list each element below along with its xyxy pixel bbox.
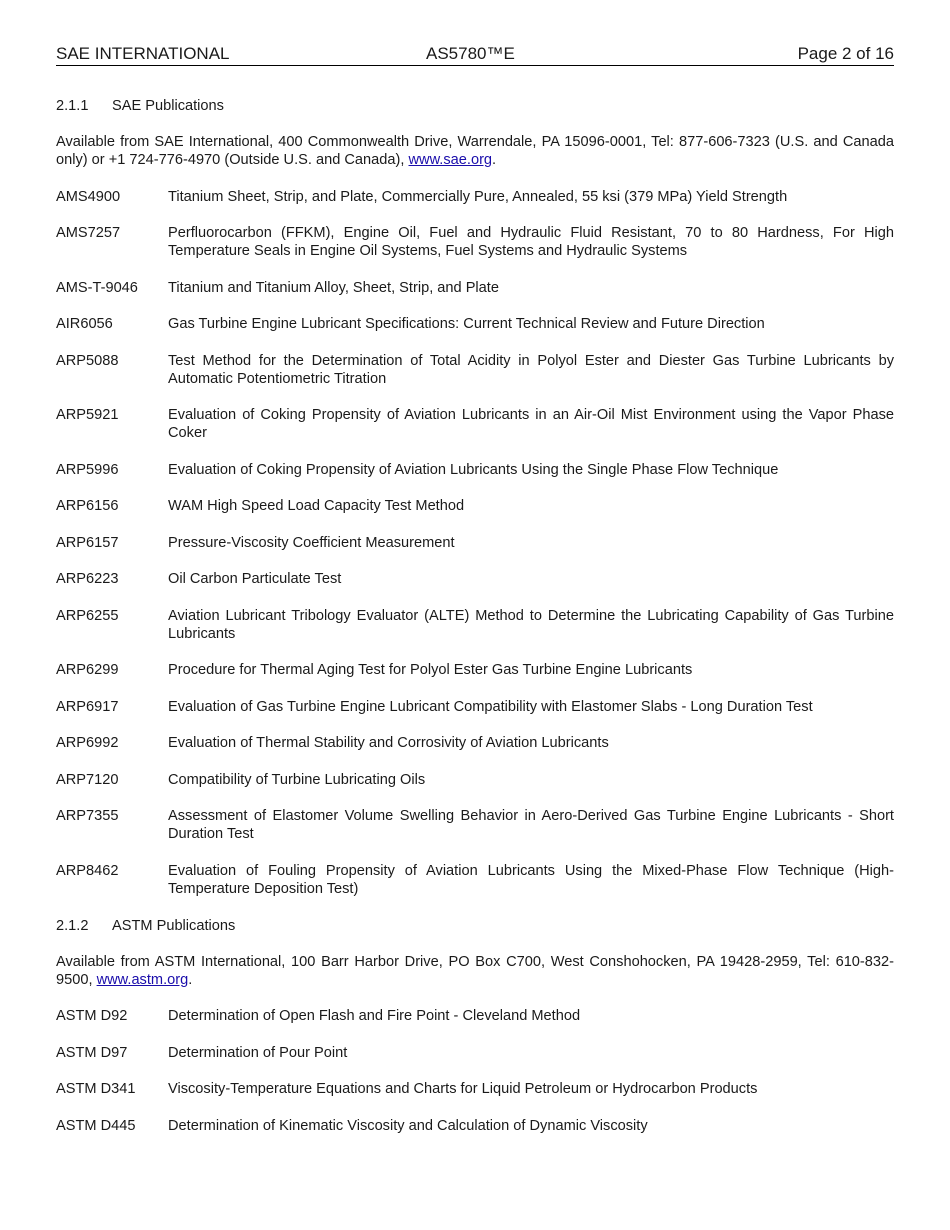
reference-title: Determination of Open Flash and Fire Point - Cleveland Method [168, 1008, 581, 1024]
reference-code: ARP6157 [56, 534, 119, 551]
reference-title: Determination of Pour Point [168, 1044, 348, 1061]
astm-website-link[interactable]: www.astm.org [96, 971, 189, 988]
reference-entry [56, 1117, 894, 1135]
reference-title: Test Method for the Determination of Total Acidity in Polyol Ester and Diester Gas Turbine Lubricants by Automatic Potentiometric Titration [168, 352, 894, 387]
reference-entry [56, 570, 894, 588]
section-number: 2.1.1 [56, 98, 89, 114]
reference-code: ARP6255 [56, 607, 119, 624]
sae-reference-list [56, 188, 894, 898]
reference-title: Procedure for Thermal Aging Test for Polyol Ester Gas Turbine Engine Lubricants [168, 662, 693, 678]
reference-code: ARP7120 [56, 771, 119, 788]
reference-entry [56, 1007, 894, 1025]
reference-code: AIR6056 [56, 316, 113, 332]
reference-title: Aviation Lubricant Tribology Evaluator (ALTE) Method to Determine the Lubricating Capability of Gas Turbine Lubricants [168, 607, 894, 642]
reference-entry [56, 406, 894, 442]
document-body [56, 97, 894, 1135]
header-organization: SAE INTERNATIONAL [56, 44, 230, 63]
reference-entry [56, 497, 894, 515]
section-title: SAE Publications [112, 98, 224, 114]
reference-code: ARP6992 [56, 735, 119, 751]
reference-title: Evaluation of Gas Turbine Engine Lubricant Compatibility with Elastomer Slabs - Long Duration Test [168, 698, 813, 715]
reference-code: AMS-T-9046 [56, 279, 138, 296]
reference-entry [56, 1044, 894, 1062]
reference-entry [56, 188, 894, 206]
reference-entry [56, 1080, 894, 1098]
reference-code: ARP8462 [56, 862, 119, 879]
reference-title: Gas Turbine Engine Lubricant Specifications: Current Technical Review and Future Direction [168, 316, 765, 332]
reference-code: ARP7355 [56, 808, 119, 824]
reference-title: Determination of Kinematic Viscosity and Calculation of Dynamic Viscosity [168, 1117, 648, 1134]
reference-title: Evaluation of Thermal Stability and Corrosivity of Aviation Lubricants [168, 735, 609, 751]
reference-code: ARP6299 [56, 662, 119, 678]
reference-title: Perfluorocarbon (FFKM), Engine Oil, Fuel and Hydraulic Fluid Resistant, 70 to 80 Hardness, For High Temperature Seals in Engine Oil Systems, Fuel Systems and Hydraulic Systems [168, 225, 894, 259]
reference-entry [56, 224, 894, 260]
astm-availability-paragraph: Available from ASTM International, 100 Barr Harbor Drive, PO Box C700, West Conshohocken, PA 19428-2959, Tel: 610-832-9500, www.astm.org. [56, 953, 894, 988]
reference-title: Oil Carbon Particulate Test [168, 571, 342, 587]
reference-title: Evaluation of Coking Propensity of Aviation Lubricants Using the Single Phase Flow Technique [168, 461, 779, 478]
section-heading-astm [56, 917, 894, 935]
reference-code: AMS4900 [56, 188, 121, 205]
reference-title: Pressure-Viscosity Coefficient Measurement [168, 534, 455, 551]
reference-title: Evaluation of Coking Propensity of Aviation Lubricants in an Air-Oil Mist Environment using the Vapor Phase Coker [168, 407, 894, 441]
reference-code: ASTM D445 [56, 1117, 136, 1134]
reference-code: ASTM D97 [56, 1044, 128, 1061]
reference-code: ARP6917 [56, 698, 119, 715]
reference-title: Titanium Sheet, Strip, and Plate, Commercially Pure, Annealed, 55 ksi (379 MPa) Yield Strength [168, 188, 788, 205]
reference-code: ARP6156 [56, 498, 119, 514]
astm-reference-list [56, 1007, 894, 1135]
header-document-id: AS5780™E [426, 44, 515, 63]
section-number: 2.1.2 [56, 917, 89, 934]
reference-entry [56, 607, 894, 643]
reference-entry [56, 461, 894, 479]
reference-code: ARP5996 [56, 461, 119, 478]
reference-entry [56, 315, 894, 333]
reference-code: ASTM D341 [56, 1081, 136, 1097]
page-header [56, 44, 894, 66]
section-heading-sae [56, 97, 894, 115]
reference-title: Compatibility of Turbine Lubricating Oils [168, 771, 426, 788]
reference-entry [56, 534, 894, 552]
reference-title: WAM High Speed Load Capacity Test Method [168, 498, 465, 514]
sae-availability-paragraph: Available from SAE International, 400 Commonwealth Drive, Warrendale, PA 15096-0001, Tel: 877-606-7323 (U.S. and Canada only) or +1 724-776-4970 (Outside U.S. and Canada), www.sae.org. [56, 134, 894, 168]
reference-code: ARP5921 [56, 407, 119, 423]
reference-title: Assessment of Elastomer Volume Swelling Behavior in Aero-Derived Gas Turbine Engine Lubricants - Short Duration Test [168, 808, 894, 842]
reference-entry [56, 807, 894, 843]
reference-entry [56, 862, 894, 898]
reference-entry [56, 771, 894, 789]
reference-title: Viscosity-Temperature Equations and Charts for Liquid Petroleum or Hydrocarbon Products [168, 1081, 758, 1097]
header-page-number: Page 2 of 16 [797, 44, 894, 63]
reference-code: ASTM D92 [56, 1008, 128, 1024]
reference-title: Titanium and Titanium Alloy, Sheet, Strip, and Plate [168, 279, 499, 296]
reference-entry [56, 279, 894, 297]
reference-code: AMS7257 [56, 225, 121, 241]
reference-code: ARP5088 [56, 352, 119, 369]
sae-website-link[interactable]: www.sae.org [408, 152, 493, 168]
reference-entry [56, 734, 894, 752]
reference-entry [56, 352, 894, 388]
section-title: ASTM Publications [112, 917, 236, 934]
reference-entry [56, 661, 894, 679]
reference-entry [56, 698, 894, 716]
reference-title: Evaluation of Fouling Propensity of Aviation Lubricants Using the Mixed-Phase Flow Technique (High-Temperature Deposition Test) [168, 862, 894, 897]
reference-code: ARP6223 [56, 571, 119, 587]
